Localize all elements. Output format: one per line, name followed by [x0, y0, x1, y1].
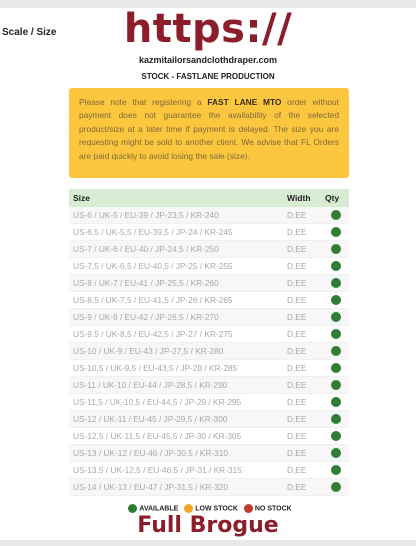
width-cell: D,EE: [283, 258, 321, 275]
table-row[interactable]: [69, 275, 349, 292]
table-row[interactable]: [69, 241, 349, 258]
product-title: Full Brogue: [137, 513, 279, 538]
qty-cell: [321, 428, 349, 445]
status-dot-icon: [331, 397, 341, 407]
status-dot-icon: [331, 380, 341, 390]
table-row[interactable]: [69, 258, 349, 275]
status-dot-icon: [331, 312, 341, 322]
table-row[interactable]: [69, 462, 349, 479]
size-cell: US-14 / UK-13 / EU-47 / JP-31,5 / KR-320: [69, 479, 283, 496]
size-cell: US-10,5 / UK-9,5 / EU-43,5 / JP-28 / KR-285: [69, 360, 283, 377]
width-cell: D,EE: [283, 343, 321, 360]
table-row[interactable]: [69, 326, 349, 343]
low-stock-dot-icon: [184, 504, 193, 513]
production-title: STOCK - FASTLANE PRODUCTION: [141, 72, 275, 81]
table-row[interactable]: [69, 224, 349, 241]
notice-highlight: FAST LANE MTO: [207, 97, 282, 107]
qty-cell: [321, 258, 349, 275]
width-cell: D,EE: [283, 428, 321, 445]
scale-size-label: Scale / Size: [2, 27, 57, 38]
width-cell: D,EE: [283, 394, 321, 411]
width-cell: D,EE: [283, 445, 321, 462]
qty-cell: [321, 462, 349, 479]
status-dot-icon: [331, 227, 341, 237]
available-dot-icon: [128, 504, 137, 513]
stock-legend: [0, 504, 416, 513]
qty-cell: [321, 224, 349, 241]
width-cell: D,EE: [283, 411, 321, 428]
width-cell: D,EE: [283, 292, 321, 309]
qty-cell: [321, 445, 349, 462]
width-cell: D,EE: [283, 462, 321, 479]
size-cell: US-8,5 / UK-7,5 / EU-41,5 / JP-26 / KR-265: [69, 292, 283, 309]
size-cell: US-12 / UK-11 / EU-45 / JP-29,5 / KR-300: [69, 411, 283, 428]
brand-url[interactable]: kazmitailorsandclothdraper.com: [138, 55, 278, 65]
qty-cell: [321, 292, 349, 309]
table-row[interactable]: [69, 309, 349, 326]
status-dot-icon: [331, 210, 341, 220]
qty-cell: [321, 411, 349, 428]
size-cell: US-11,5 / UK-10,5 / EU-44,5 / JP-29 / KR-295: [69, 394, 283, 411]
fastlane-notice: [69, 88, 349, 178]
size-cell: US-13,5 / UK-12,5 / EU-46,5 / JP-31 / KR-315: [69, 462, 283, 479]
legend-no-stock: NO STOCK: [254, 505, 292, 513]
bottom-bar: [0, 540, 416, 546]
status-dot-icon: [331, 431, 341, 441]
table-row[interactable]: [69, 292, 349, 309]
qty-cell: [321, 326, 349, 343]
width-cell: D,EE: [283, 207, 321, 224]
size-column-header: Size: [69, 189, 283, 207]
width-column-header: Width: [283, 189, 321, 207]
width-cell: D,EE: [283, 275, 321, 292]
size-table: [69, 189, 349, 496]
qty-column-header: Qty: [321, 189, 349, 207]
table-row[interactable]: [69, 394, 349, 411]
no-stock-dot-icon: [244, 504, 253, 513]
size-cell: US-7,5 / UK-6,5 / EU-40,5 / JP-25 / KR-255: [69, 258, 283, 275]
table-row[interactable]: [69, 207, 349, 224]
size-cell: US-9 / UK-8 / EU-42 / JP-26,5 / KR-270: [69, 309, 283, 326]
qty-cell: [321, 207, 349, 224]
qty-cell: [321, 479, 349, 496]
size-cell: US-11 / UK-10 / EU-44 / JP-28,5 / KR-290: [69, 377, 283, 394]
table-row[interactable]: [69, 445, 349, 462]
table-row[interactable]: [69, 343, 349, 360]
qty-cell: [321, 309, 349, 326]
notice-suffix: order without payment does not guarantee the availability of the selected product/size at a later time if payment is delayed. The size you are requesting might be sold to another client. We advise that FL Orders are paid quickly to avoid losing the sale (size).: [79, 97, 339, 161]
size-cell: US-10 / UK-9 / EU-43 / JP-27,5 / KR-280: [69, 343, 283, 360]
size-table-header: [69, 189, 349, 207]
width-cell: D,EE: [283, 224, 321, 241]
qty-cell: [321, 394, 349, 411]
table-row[interactable]: [69, 360, 349, 377]
table-row[interactable]: [69, 411, 349, 428]
size-cell: US-6 / UK-5 / EU-39 / JP-23,5 / KR-240: [69, 207, 283, 224]
width-cell: D,EE: [283, 309, 321, 326]
width-cell: D,EE: [283, 360, 321, 377]
width-cell: D,EE: [283, 377, 321, 394]
size-cell: US-7 / UK-6 / EU-40 / JP-24,5 / KR-250: [69, 241, 283, 258]
qty-cell: [321, 343, 349, 360]
size-cell: US-13 / UK-12 / EU-46 / JP-30,5 / KR-310: [69, 445, 283, 462]
legend-low-stock: LOW STOCK: [195, 505, 238, 513]
status-dot-icon: [331, 261, 341, 271]
status-dot-icon: [331, 278, 341, 288]
size-cell: US-12,5 / UK-11,5 / EU-45,5 / JP-30 / KR-305: [69, 428, 283, 445]
qty-cell: [321, 360, 349, 377]
size-cell: US-6,5 / UK-5,5 / EU-39,5 / JP-24 / KR-245: [69, 224, 283, 241]
brand-logo[interactable]: https://: [123, 6, 293, 52]
qty-cell: [321, 275, 349, 292]
qty-cell: [321, 377, 349, 394]
status-dot-icon: [331, 465, 341, 475]
qty-cell: [321, 241, 349, 258]
status-dot-icon: [331, 414, 341, 424]
status-dot-icon: [331, 346, 341, 356]
width-cell: D,EE: [283, 326, 321, 343]
table-row[interactable]: [69, 377, 349, 394]
status-dot-icon: [331, 244, 341, 254]
width-cell: D,EE: [283, 241, 321, 258]
size-cell: US-9,5 / UK-8,5 / EU-42,5 / JP-27 / KR-275: [69, 326, 283, 343]
status-dot-icon: [331, 363, 341, 373]
size-cell: US-8 / UK-7 / EU-41 / JP-25,5 / KR-260: [69, 275, 283, 292]
status-dot-icon: [331, 329, 341, 339]
notice-prefix: Please note that registering a: [79, 97, 208, 107]
table-row[interactable]: [69, 428, 349, 445]
status-dot-icon: [331, 448, 341, 458]
table-row[interactable]: [69, 479, 349, 496]
legend-available: AVAILABLE: [139, 505, 179, 513]
status-dot-icon: [331, 482, 341, 492]
width-cell: D,EE: [283, 479, 321, 496]
status-dot-icon: [331, 295, 341, 305]
